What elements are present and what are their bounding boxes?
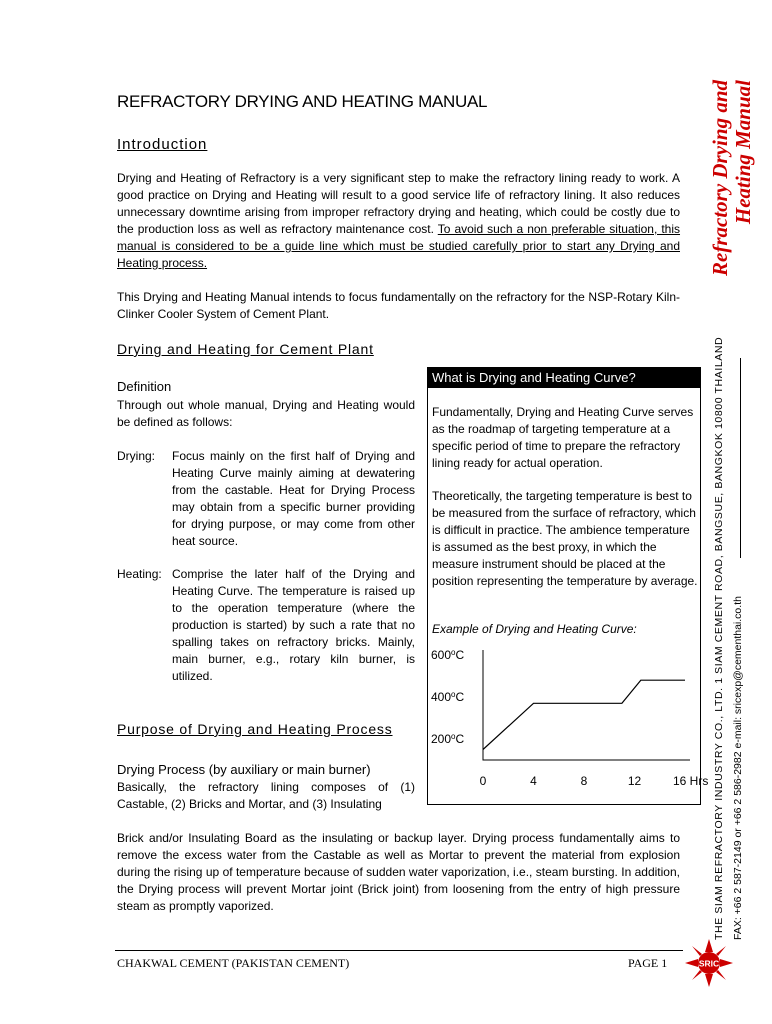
footer-rule (115, 950, 683, 951)
y-tick-label: 400$^o$C (431, 690, 465, 704)
definition-heading: Definition (117, 379, 172, 394)
footer-page-number: PAGE 1 (628, 956, 668, 970)
footer-company: CHAKWAL CEMENT (PAKISTAN CEMENT) (117, 956, 350, 970)
brand-title-line-1: Refractory Drying and (708, 80, 732, 276)
heating-term-label: Heating: (117, 567, 162, 581)
introduction-paragraph-2: This Drying and Heating Manual intends to focus fundamentally on the refractory for the NSP-Rotary Kiln-Clinker Cooler System of Cement Plant. (117, 290, 680, 321)
x-tick-label: 0 (479, 774, 487, 788)
sric-logo (683, 937, 735, 989)
introduction-heading: Introduction (117, 136, 208, 153)
x-tick-label: 12 (627, 774, 642, 788)
introduction-underlined-text: To avoid such a non preferable situation, this manual is considered to be a guide line which must be studied carefully prior to start any Drying and Heating process. (117, 222, 681, 270)
company-address: THE SIAM REFRACTORY INDUSTRY CO., LTD. 1 SIAM CEMENT ROAD, BANGSUE, BANGKOK 10800 THAILAND (713, 336, 725, 940)
x-tick-label: 16 Hrs (673, 774, 709, 788)
cement-plant-heading: Drying and Heating for Cement Plant (117, 341, 374, 357)
company-contact: FAX: +66 2 587-2149 or +66 2 586-2982 e-mail: sricexp@cementhai.co.th (732, 596, 744, 940)
chart-svg (428, 640, 709, 800)
purpose-heading: Purpose of Drying and Heating Process (117, 721, 393, 737)
drying-process-paragraph-wide: Brick and/or Insulating Board as the insulating or backup layer. Drying process fundamentally aims to remove the excess water from the Castable as well as Mortar to prevent the material from explosion during the rising up of temperature because of sudden water vaporization, i.e., steam bursting. In addition, the Drying process will prevent Mortar joint (Brick joint) from loosening from the entry of high pressure steam as promptly vaporized. (117, 831, 680, 913)
x-tick-label: 4 (530, 774, 537, 788)
drying-heating-curve-line (483, 680, 685, 749)
y-tick-label: 200$^o$C (431, 732, 465, 746)
x-tick-label: 8 (580, 774, 588, 788)
curve-example-caption: Example of Drying and Heating Curve: (432, 622, 637, 636)
company-info-vertical (700, 336, 750, 940)
curve-sidebar-title: What is Drying and Heating Curve? (427, 367, 701, 388)
drying-process-subheading: Drying Process (by auxiliary or main burner) (117, 762, 371, 777)
svg-text:SRIC: SRIC (698, 958, 720, 969)
heating-term-description: Comprise the later half of the Drying and Heating Curve. The temperature is raised up to the operation temperature (where the production is started) by such a rate that no spalling takes on refractory bricks. Mainly, main burner, e.g., rotary kiln burner, is utilized. (172, 567, 415, 683)
curve-sidebar-paragraph-1: Fundamentally, Drying and Heating Curve serves as the roadmap of targeting temperature at a specific period of time to prepare the refractory lining ready for actual operation. (432, 405, 694, 470)
y-tick-label: 600$^o$C (431, 648, 465, 662)
definition-intro: Through out whole manual, Drying and Heating would be defined as follows: (117, 398, 415, 429)
brand-title-line-2: Heating Manual (731, 80, 755, 225)
brand-vertical-title (672, 80, 772, 295)
chart-axes (483, 650, 690, 760)
drying-term-description: Focus mainly on the first half of Drying and Heating Curve mainly aiming at dewatering from the castable. Heat for Drying Process may obtain from a specific burner providing for drying purpose, or may come from other heat source. (172, 449, 415, 548)
document-title: REFRACTORY DRYING AND HEATING MANUAL (117, 92, 488, 111)
introduction-paragraph-1 (117, 170, 680, 272)
introduction-text: Drying and Heating of Refractory is a very significant step to make the refractory lining ready to work. A good practice on Drying and Heating will result to a good service life of refractory lining. It also reduces unnecessary downtime arising from improper refractory drying and heating, which could be costly due to the production loss as well as refractory maintenance cost. (117, 171, 680, 236)
curve-sidebar-paragraph-2: Theoretically, the targeting temperature is best to be measured from the surface of refractory, which is difficult in practice. The ambience temperature is assumed as the best proxy, in which the measure instrument should be placed at the position representing the temperature by average. (432, 489, 698, 588)
drying-term-label: Drying: (117, 449, 156, 463)
drying-process-paragraph-narrow: Basically, the refractory lining composes of (1) Castable, (2) Bricks and Mortar, and (3) Insulating (117, 780, 415, 811)
drying-heating-curve-chart (428, 640, 709, 800)
